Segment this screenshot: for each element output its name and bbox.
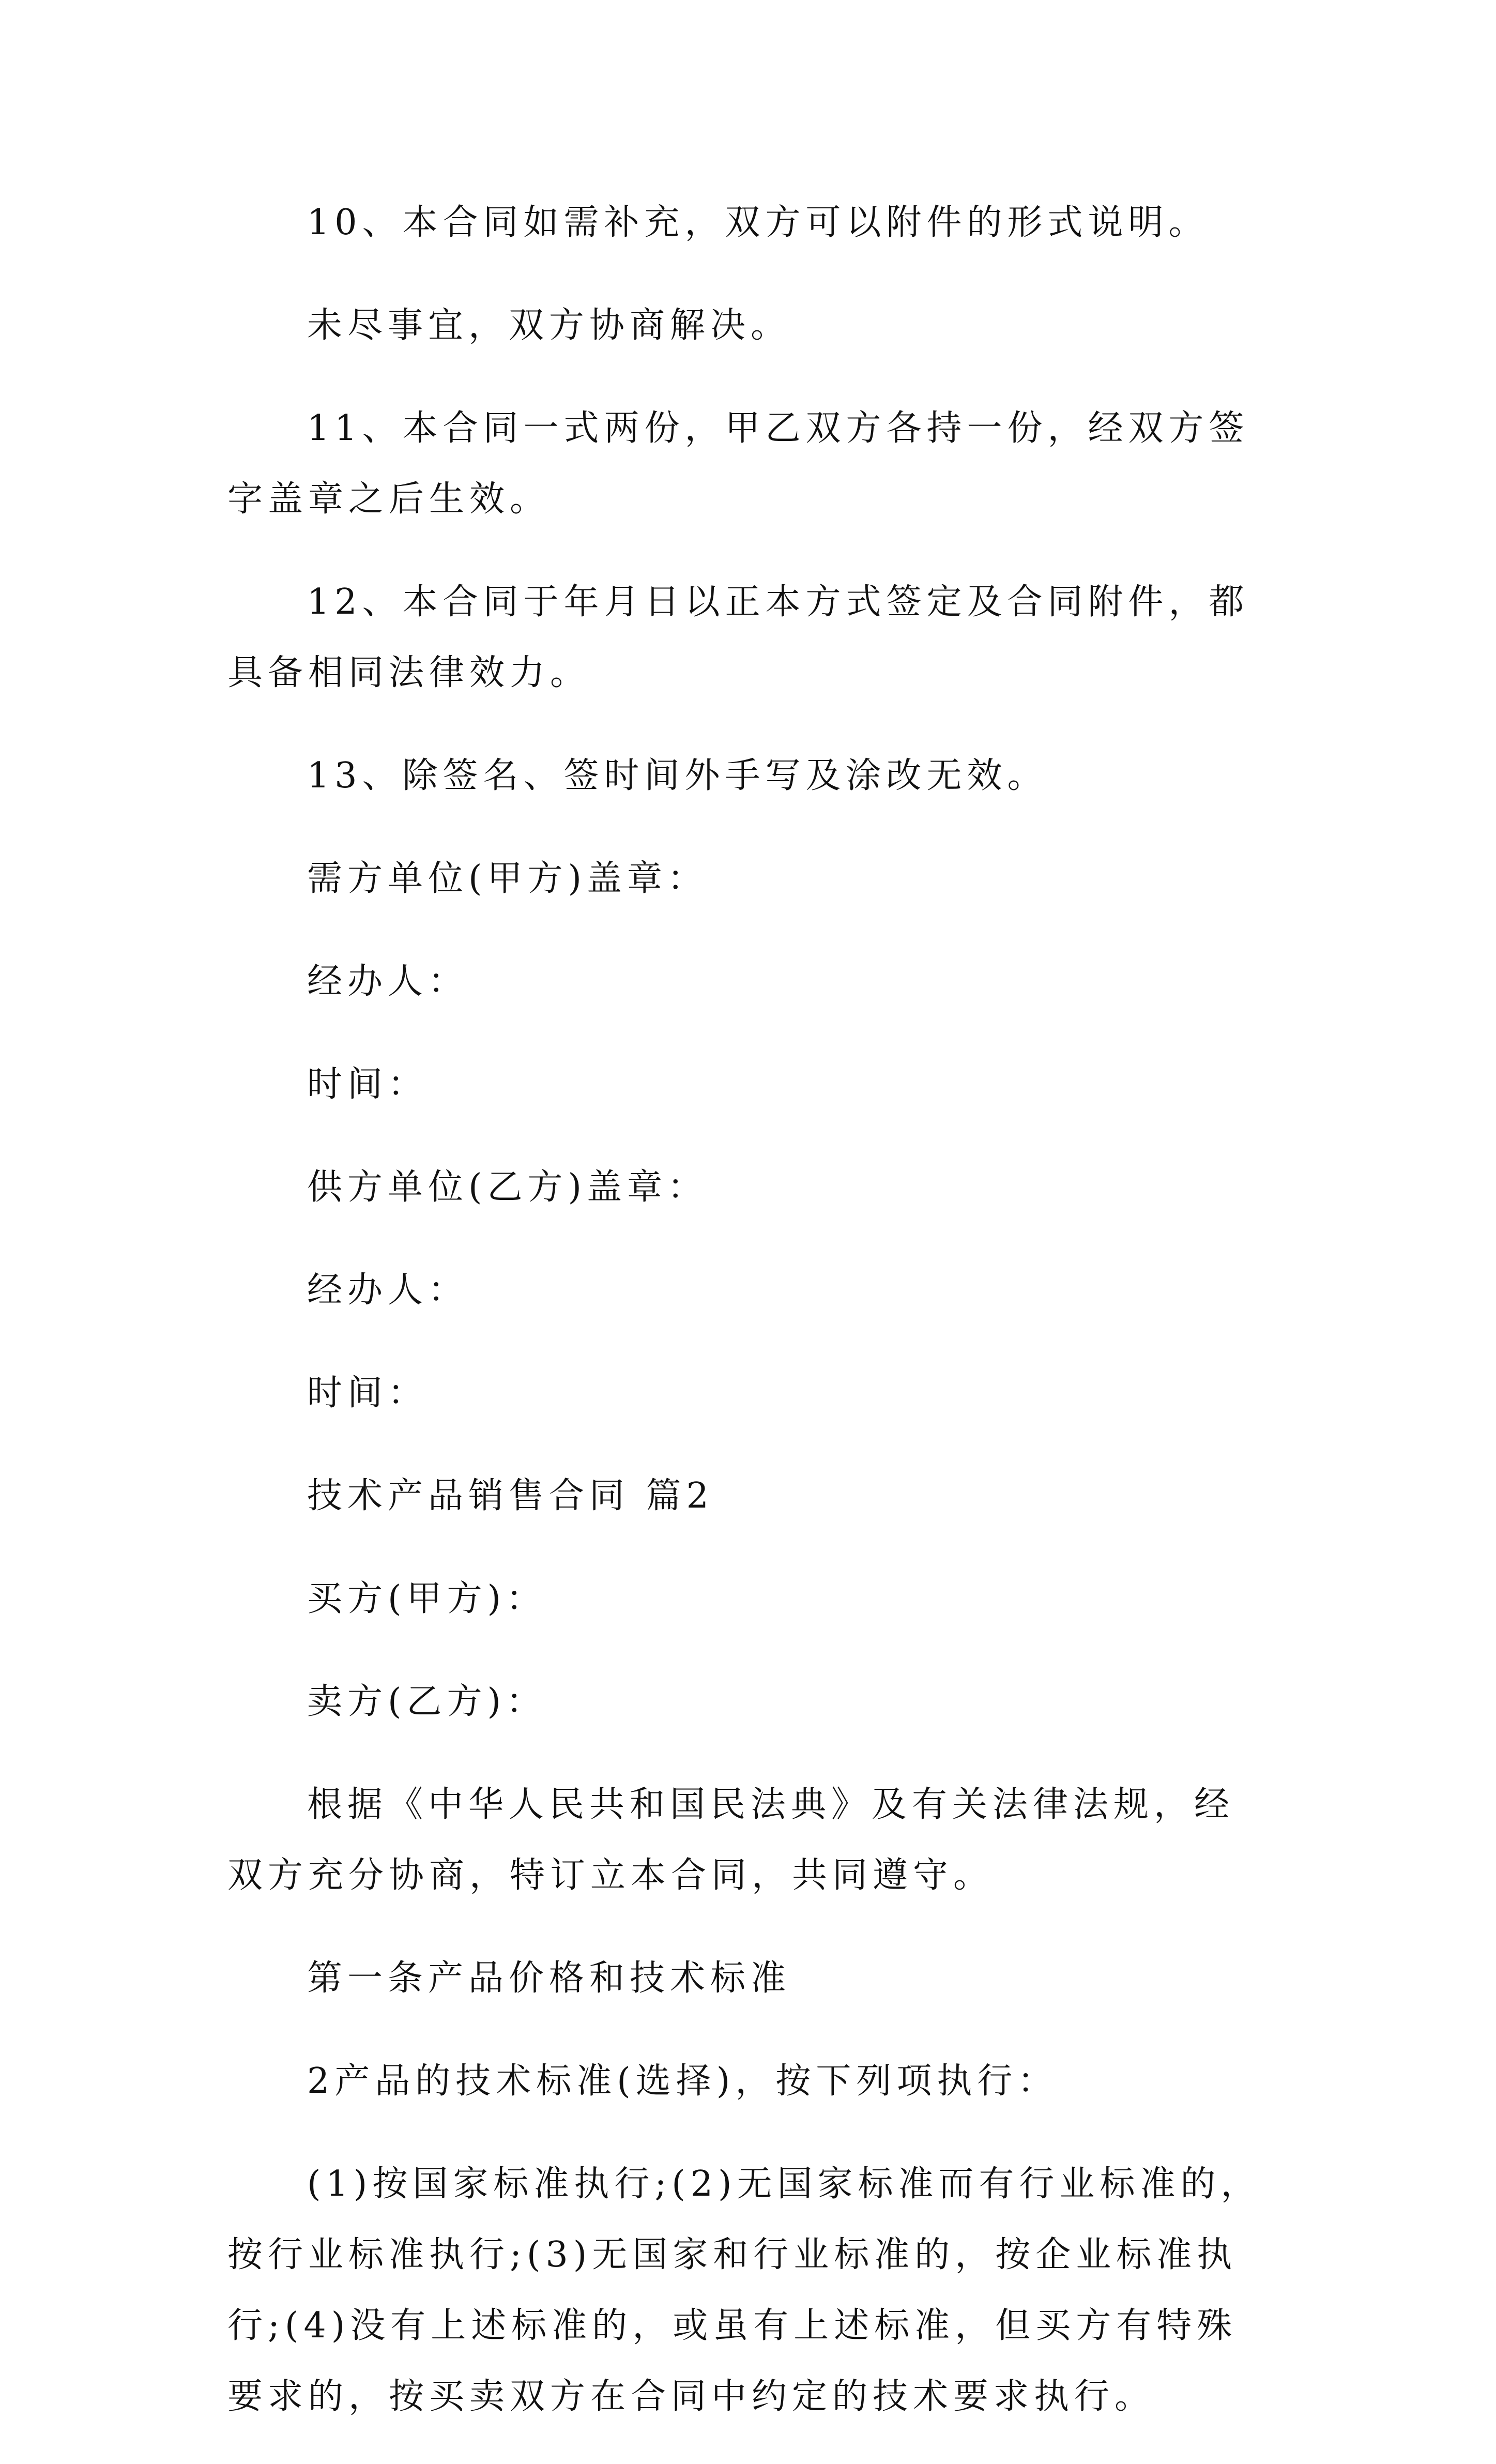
buyer-date-line: 时间： bbox=[307, 1064, 429, 1105]
seller-agent-line: 经办人： bbox=[307, 1270, 469, 1311]
section-title: 技术产品销售合同 篇2 bbox=[307, 1476, 714, 1516]
unresolved-matters: 未尽事宜，双方协商解决。 bbox=[307, 305, 791, 346]
preamble: 根据《中华人民共和国民法典》及有关法律法规，经双方充分协商，特订立本合同，共同遵守。 bbox=[227, 1784, 1235, 1896]
clause-12-signing: 12、本合同于年月日以正本方式签定及合同附件，都具备相同法律效力。 bbox=[227, 582, 1249, 693]
seller-party-line: 卖方(乙方)： bbox=[307, 1681, 547, 1722]
seller-seal-line: 供方单位(乙方)盖章： bbox=[307, 1167, 708, 1208]
clause-11-copies: 11、本合同一式两份，甲乙双方各持一份，经双方签字盖章之后生效。 bbox=[227, 408, 1249, 520]
buyer-agent-line: 经办人： bbox=[307, 961, 469, 1002]
clause-10-supplement: 10、本合同如需补充，双方可以附件的形式说明。 bbox=[307, 202, 1209, 243]
technical-standard-intro: 2产品的技术标准(选择)，按下列项执行： bbox=[307, 2061, 1058, 2102]
clause-13-handwriting: 13、除签名、签时间外手写及涂改无效。 bbox=[307, 755, 1048, 796]
seller-date-line: 时间： bbox=[307, 1373, 429, 1413]
article-1-heading: 第一条产品价格和技术标准 bbox=[307, 1958, 791, 1999]
technical-standard-options: (1)按国家标准执行;(2)无国家标准而有行业标准的，按行业标准执行;(3)无国家和行业标准的，按企业标准执行;(4)没有上述标准的，或虽有上述标准，但买方有特殊要求的，按买卖双方在合同中约定的技术要求执行。 bbox=[227, 2164, 1261, 2417]
buyer-party-line: 买方(甲方)： bbox=[307, 1578, 547, 1619]
document-body bbox=[227, 187, 1272, 2464]
buyer-seal-line: 需方单位(甲方)盖章： bbox=[307, 858, 708, 899]
